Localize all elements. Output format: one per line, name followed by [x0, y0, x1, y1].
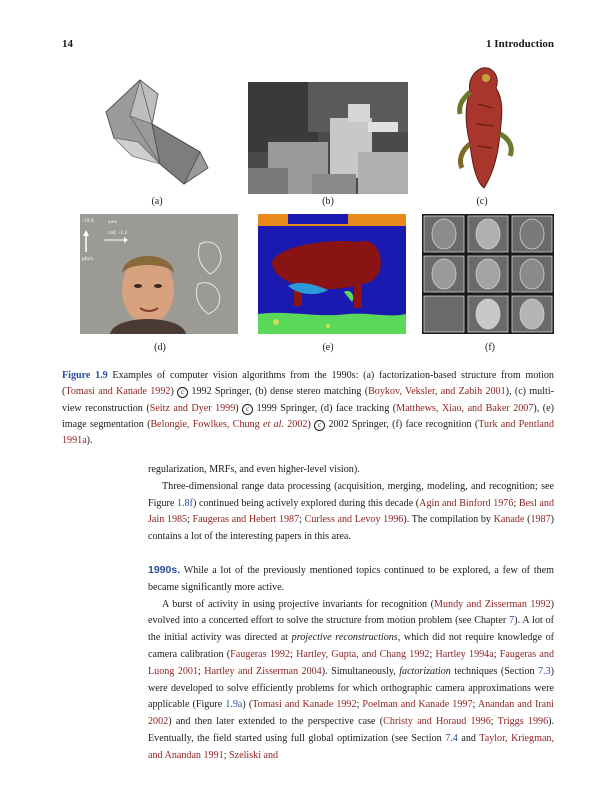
- overlay-value: -19.9: [82, 218, 94, 224]
- citation-link[interactable]: Christy and Horaud 1996: [383, 716, 491, 728]
- panel-a-label: (a): [151, 196, 163, 207]
- figure-label: Figure 1.9: [62, 370, 108, 381]
- citation-link[interactable]: Triggs 1996: [497, 716, 549, 728]
- citation-link[interactable]: Besl and Jain 1985: [148, 497, 554, 526]
- section-heading: 1990s.: [148, 564, 181, 576]
- panel-c-label: (c): [476, 196, 488, 207]
- overlay-roll: roll: -1.2: [108, 230, 128, 236]
- paragraph: Three-dimensional range data processing (acquisition, merging, modeling, and recognition; see Figure 1.8f) continued being actively explored during this decade (Agin and Binford 1976; Besl and Jain 1985; Faugeras and Hebert 1987; Curless and Levoy 1996). The compilation by Kanade (1987) contains a lot of the interesting papers in this area.: [148, 480, 555, 543]
- citation-link[interactable]: Turk and Pentland 1991a: [62, 418, 554, 447]
- citation-link[interactable]: Tomasi and Kanade 1992: [252, 699, 357, 711]
- panel-b-label: (b): [322, 196, 334, 207]
- chapter-link[interactable]: 7: [509, 615, 515, 627]
- figure-panel-e: [258, 214, 406, 334]
- panel-f-label: (f): [485, 342, 495, 353]
- figure-panel-f: [422, 214, 554, 334]
- figure-panel-b: [248, 82, 408, 194]
- citation-link[interactable]: Faugeras and Luong 2001: [148, 648, 555, 677]
- citation-link[interactable]: Boykov, Veksler, and Zabih 2001: [368, 386, 506, 398]
- copyright-icon: c: [242, 404, 253, 415]
- figure-panel-c: [444, 64, 524, 194]
- body-text-1990s: [148, 562, 554, 765]
- copyright-icon: c: [177, 387, 188, 398]
- overlay-pitch: pitch: [82, 256, 93, 262]
- citation-link[interactable]: Faugeras 1992: [230, 648, 291, 660]
- citation-link[interactable]: Faugeras and Hebert 1987: [192, 514, 300, 526]
- figure-link[interactable]: 1.9a: [225, 699, 243, 711]
- citation-link[interactable]: Kanade: [493, 514, 525, 526]
- paragraph: 1990s. While a lot of the previously mentioned topics continued to be explored, a few of them became significantly more active.: [148, 564, 554, 593]
- citation-link[interactable]: Anandan and Irani 2002: [148, 699, 554, 728]
- overlay-yaw: yaw: [108, 219, 118, 225]
- section-link[interactable]: 7.4: [445, 732, 458, 744]
- figure-panel-d: [80, 214, 238, 334]
- citation-link[interactable]: Curless and Levoy 1996: [304, 514, 404, 526]
- panel-e-label: (e): [322, 342, 334, 353]
- citation-link[interactable]: Mundy and Zisserman 1992: [434, 598, 551, 610]
- citation-link[interactable]: Hartley and Zisserman 2004: [204, 665, 322, 677]
- page-number: 14: [62, 38, 73, 50]
- figure-caption: Figure 1.9 Examples of computer vision algorithms from the 1990s: (a) factorization-based structure from motion (Tomasi and Kanade 1992) c 1992 Springer, (b) dense stereo matching (Boykov, Veksler, and Zabih 2001), (c) multi-view reconstruction (Seitz and Dyer 1999) c 1999 Springer, (d) face tracking (Matthews, Xiao, and Baker 2007), (e) image segmentation (Belongie, Fowlkes, Chung et al. 2002) c 2002 Springer, (f) face recognition (Turk and Pentland 1991a).: [62, 370, 555, 447]
- citation-link[interactable]: Agin and Binford 1976: [419, 497, 514, 509]
- citation-link[interactable]: Hartley 1994a: [435, 648, 494, 660]
- citation-link[interactable]: Seitz and Dyer 1999: [149, 402, 236, 414]
- citation-link[interactable]: Matthews, Xiao, and Baker 2007: [396, 402, 534, 414]
- figure-panel-a: [100, 72, 216, 190]
- citation-link[interactable]: Hartley, Gupta, and Chang 1992: [296, 648, 430, 660]
- body-text-top: [148, 462, 554, 546]
- panel-d-label: (d): [154, 342, 166, 353]
- section-link[interactable]: 7.3: [538, 665, 551, 677]
- paragraph: A burst of activity in using projective invariants for recognition (Mundy and Zisserman 1992) evolved into a concerted effort to solve the structure from motion problem (see Chapter 7). A lot of the initial activity was directed at projective reconstructions, which did not require knowledge of camera calibration (Faugeras 1992; Hartley, Gupta, and Chang 1992; Hartley 1994a; Faugeras and Luong 2001; Hartley and Zisserman 2004). Simultaneously, factorization techniques (Section 7.3) were developed to solve efficiently problems for which orthographic camera approximations were applicable (Figure 1.9a) (Tomasi and Kanade 1992; Poelman and Kanade 1997; Anandan and Irani 2002) and then later extended to the perspective case (Christy and Horaud 1996; Triggs 1996). Eventually, the field started using full global optimization (see Section 7.4 and Taylor, Kriegman, and Anandan 1991; Szeliski and: [148, 598, 555, 761]
- citation-link[interactable]: Poelman and Kanade 1997: [362, 699, 473, 711]
- citation-link[interactable]: Belongie, Fowlkes, Chung et al. 2002: [150, 418, 308, 430]
- citation-link[interactable]: Tomasi and Kanade 1992: [65, 386, 171, 398]
- figure-link[interactable]: 1.8f: [176, 497, 193, 509]
- page-header: [62, 38, 554, 54]
- citation-link[interactable]: Taylor, Kriegman, and Anandan 1991: [148, 732, 554, 761]
- citation-link[interactable]: Szeliski and: [229, 749, 279, 761]
- paragraph: regularization, MRFs, and even higher-level vision).: [148, 464, 360, 475]
- chapter-title: 1 Introduction: [486, 38, 554, 50]
- citation-link[interactable]: 1987: [530, 514, 551, 526]
- copyright-icon: c: [314, 420, 325, 431]
